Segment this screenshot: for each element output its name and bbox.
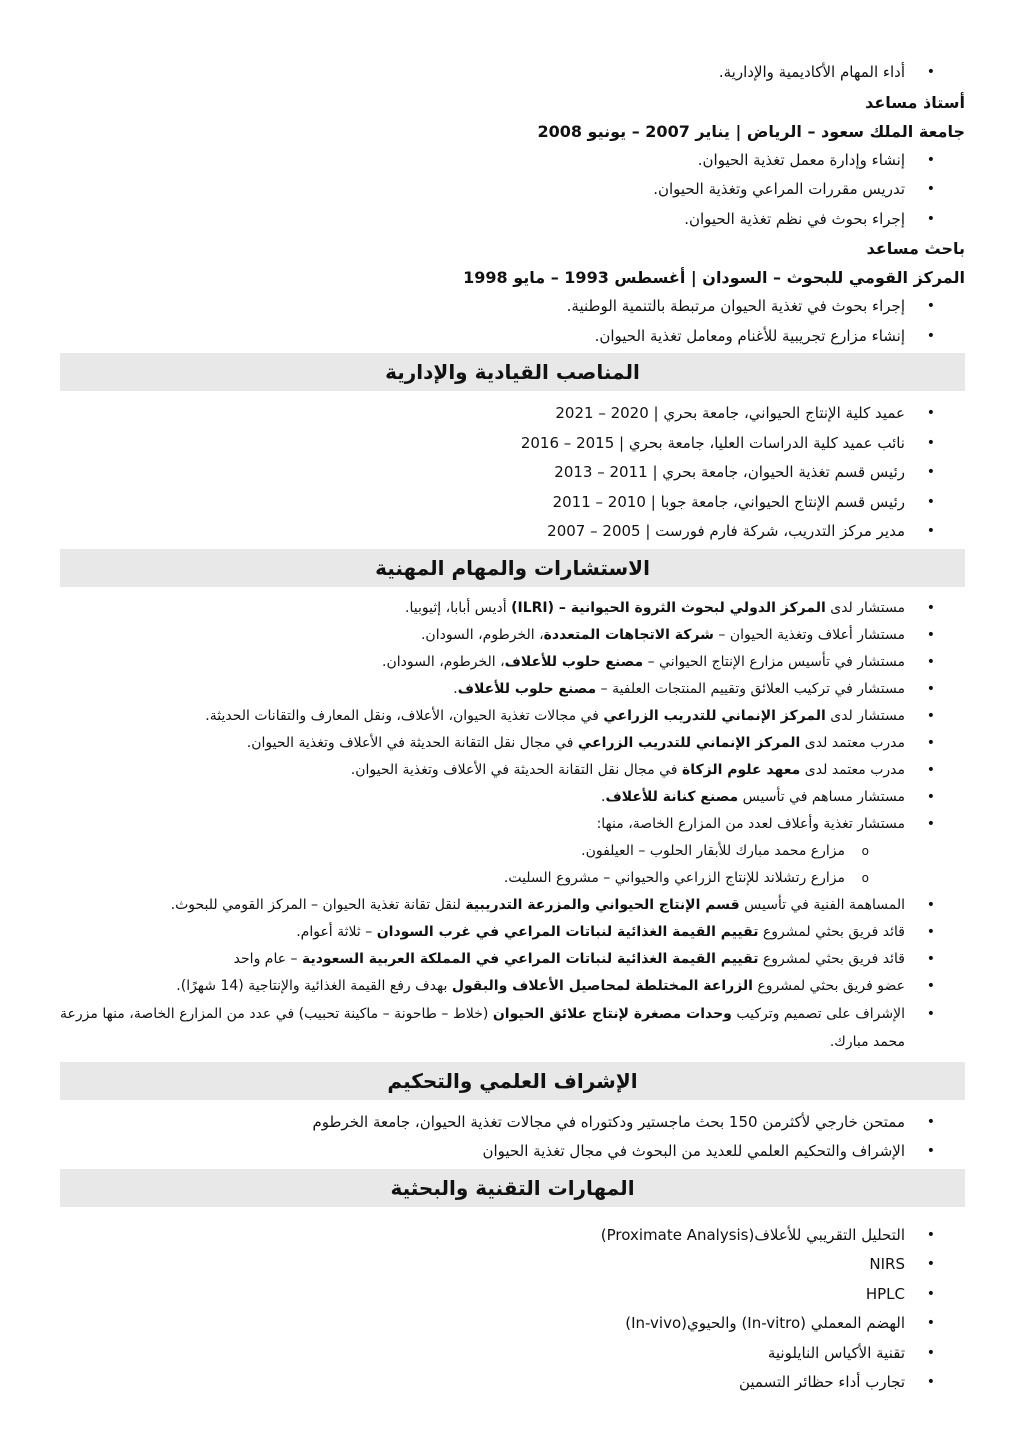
sub-list [60, 838, 965, 892]
item-text-en: (In-vitro) [741, 1314, 807, 1332]
list-item: • عميد كلية الإنتاج الحيواني، جامعة بحري | 2020 – 2021 [60, 399, 965, 429]
list-item: • أداء المهام الأكاديمية والإدارية. [60, 58, 965, 88]
item-text: (خلاط – طاحونة – ماكينة تحبيب) في عدد من المزارع الخاصة، منها مزرعة محمد مبارك. [60, 1005, 905, 1050]
list-item [60, 649, 965, 676]
item-text: مستشار أعلاف وتغذية الحيوان – [713, 626, 905, 643]
item-text: قائد فريق بحثي لمشروع [758, 950, 905, 967]
item-text: المساهمة الفنية في تأسيس [739, 896, 905, 913]
item-text: التحليل التقريبي للأعلاف [754, 1225, 905, 1244]
item-text: مستشار في تأسيس مزارع الإنتاج الحيواني – [643, 653, 905, 670]
list-item [60, 1000, 965, 1056]
list-item: • مدير مركز التدريب، شركة فارم فورست | 2005 – 2007 [60, 517, 965, 547]
item-text: – عام واحد [233, 950, 302, 967]
list-item [60, 757, 965, 784]
sub-list-item: o مزارع محمد مبارك للأبقار الحلوب – العيلفون. [60, 838, 965, 865]
item-text: الإشراف على تصميم وتركيب [731, 1005, 906, 1022]
list-item: • تجارب أداء حظائر التسمين [60, 1368, 965, 1398]
list-item [60, 946, 965, 973]
list-item: • رئيس قسم تغذية الحيوان، جامعة بحري | 2011 – 2013 [60, 458, 965, 488]
skills-list [60, 1221, 965, 1398]
item-emphasis: تقييم القيمة الغذائية لنباتات المراعي في غرب السودان [376, 923, 759, 940]
list-item: • نائب عميد كلية الدراسات العليا، جامعة بحري | 2015 – 2016 [60, 429, 965, 459]
item-text: . [453, 680, 458, 697]
item-emphasis: مصنع حلوب للأعلاف [504, 653, 644, 670]
item-emphasis: المركز الإنماني للتدريب الزراعي [603, 707, 826, 724]
job-organization: جامعة الملك سعود – الرياض | يناير 2007 – يونيو 2008 [537, 121, 965, 141]
list-item: • ممتحن خارجي لأكثرمن 150 بحث ماجستير ودكتوراه في مجالات تغذية الحيوان، جامعة الخرطوم [60, 1108, 965, 1138]
item-emphasis: المركز الإنماني للتدريب الزراعي [577, 734, 801, 751]
job-duties-list [60, 146, 965, 235]
item-text-en: (Proximate Analysis) [600, 1225, 755, 1244]
list-item: • الإشراف والتحكيم العلمي للعديد من البحوث في مجال تغذية الحيوان [60, 1137, 965, 1167]
item-text: ، الخرطوم، السودان. [420, 626, 544, 643]
list-item [60, 784, 965, 811]
list-item [60, 1221, 965, 1251]
section-heading-supervision: الإشراف العلمي والتحكيم [60, 1062, 965, 1100]
job-organization: المركز القومي للبحوث – السودان | أغسطس 1993 – مايو 1998 [463, 268, 965, 287]
supervision-list [60, 1108, 965, 1167]
section-heading-skills: المهارات التقنية والبحثية [60, 1169, 965, 1207]
list-item [60, 622, 965, 649]
item-text: بهدف رفع القيمة الغذائية والإنتاجية (14 شهرًا). [176, 977, 452, 994]
item-emphasis: شركة الاتجاهات المتعددة [543, 626, 714, 643]
item-text: في مجال نقل التقانة الحديثة في الأعلاف وتغذية الحيوان. [350, 761, 682, 778]
item-text: مدرب معتمد لدى [800, 761, 905, 778]
item-emphasis: مصنع حلوب للأعلاف [457, 680, 597, 697]
item-text: مستشار في تركيب العلائق وتقييم المنتجات العلفية – [596, 680, 905, 697]
consulting-list [60, 595, 965, 1056]
item-text: ، الخرطوم، السودان. [382, 653, 505, 670]
item-text: الهضم المعملي [806, 1314, 905, 1332]
section-heading-consulting: الاستشارات والمهام المهنية [60, 549, 965, 587]
list-item [60, 676, 965, 703]
item-text-en: HPLC [865, 1284, 905, 1303]
job-title: أستاذ مساعد [865, 92, 965, 112]
list-item: • إجراء بحوث في نظم تغذية الحيوان. [60, 205, 965, 235]
leadership-list [60, 399, 965, 547]
list-item [60, 595, 965, 622]
list-item [60, 703, 965, 730]
section-heading-leadership: المناصب القيادية والإدارية [60, 353, 965, 391]
item-emphasis: وحدات مصغرة لإنتاج علائق الحيوان [492, 1005, 732, 1022]
list-item [60, 1280, 965, 1310]
list-item [60, 973, 965, 1000]
item-text: مستشار مساهم في تأسيس [738, 788, 905, 805]
job-title: باحث مساعد [866, 239, 965, 258]
item-emphasis: معهد علوم الزكاة [681, 761, 801, 778]
top-list [60, 58, 965, 88]
list-item [60, 1309, 965, 1339]
list-item [60, 919, 965, 946]
item-text: – ثلاثة أعوام. [296, 923, 377, 940]
item-text-en: NIRS [869, 1255, 905, 1273]
list-item: • تقنية الأكياس النايلونية [60, 1339, 965, 1369]
list-item: • إنشاء مزارع تجريبية للأغنام ومعامل تغذية الحيوان. [60, 322, 965, 352]
item-emphasis: مصنع كنانة للأعلاف [605, 788, 739, 805]
list-item: • إنشاء وإدارة معمل تغذية الحيوان. [60, 146, 965, 176]
item-text: في مجالات تغذية الحيوان، الأعلاف، ونقل المعارف والتقانات الحديثة. [205, 707, 604, 724]
sub-list-item: o مزارع رتشلاند للإنتاج الزراعي والحيواني – مشروع السليت. [60, 865, 965, 892]
item-emphasis: قسم الإنتاج الحيواني والمزرعة التدريبية [465, 896, 740, 913]
item-emphasis: المركز الدولي لبحوث الثروة الحيوانية – (ILRI) [511, 599, 826, 616]
item-text: والحيوي [686, 1314, 742, 1332]
list-item: • رئيس قسم الإنتاج الحيواني، جامعة جوبا | 2010 – 2011 [60, 488, 965, 518]
item-text: مستشار تغذية وأعلاف لعدد من المزارع الخاصة، منها: [596, 815, 905, 832]
item-text: قائد فريق بحثي لمشروع [758, 923, 905, 940]
list-item [60, 811, 965, 892]
item-text: مدرب معتمد لدى [800, 734, 905, 751]
item-emphasis: تقييم القيمة الغذائية لنباتات المراعي في المملكة العربية السعودية [301, 950, 759, 967]
item-text: في مجال نقل التقانة الحديثة في الأعلاف وتغذية الحيوان. [246, 734, 578, 751]
job-duties-list [60, 292, 965, 351]
list-item [60, 1250, 965, 1280]
item-text: عضو فريق بحثي لمشروع [752, 977, 905, 994]
list-item: • إجراء بحوث في تغذية الحيوان مرتبطة بالتنمية الوطنية. [60, 292, 965, 322]
item-text: . [601, 788, 606, 805]
item-text: لنقل تقانة تغذية الحيوان – المركز القومي للبحوث. [170, 896, 466, 913]
list-item [60, 730, 965, 757]
item-text: أديس أبابا، إثيوبيا. [405, 599, 512, 616]
item-emphasis: الزراعة المختلطة لمحاصيل الأعلاف والبقول [451, 977, 753, 994]
list-item: • تدريس مقررات المراعي وتغذية الحيوان. [60, 175, 965, 205]
item-text: مستشار لدى [825, 707, 905, 724]
cv-page [60, 58, 965, 1398]
item-text-en: (In-vivo) [625, 1314, 687, 1332]
list-item [60, 892, 965, 919]
item-text: مستشار لدى [825, 599, 905, 616]
